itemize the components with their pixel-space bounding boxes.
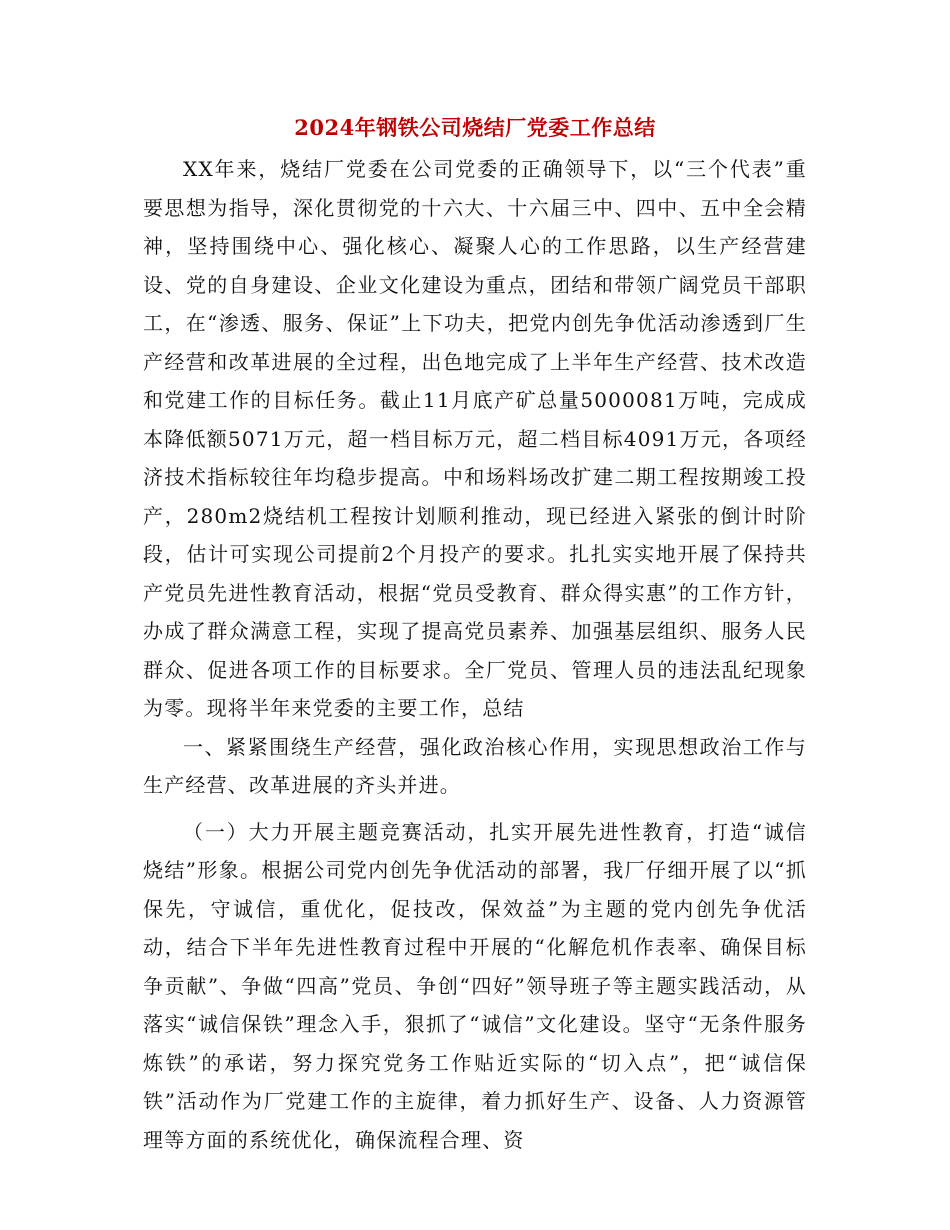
document-body	[143, 150, 807, 1159]
paragraph-intro: XX年来，烧结厂党委在公司党委的正确领导下，以“三个代表”重要思想为指导，深化贯彻党的十六大、十六届三中、四中、五中全会精神，坚持围绕中心、强化核心、凝聚人心的工作思路，以生产经营建设、党的自身建设、企业文化建设为重点，团结和带领广阔党员干部职工，在“渗透、服务、保证”上下功夫，把党内创先争优活动渗透到厂生产经营和改革进展的全过程，出色地完成了上半年生产经营、技术改造和党建工作的目标任务。截止11月底产矿总量5000081万吨，完成成本降低额5071万元，超一档目标万元，超二档目标4091万元，各项经济技术指标较往年均稳步提高。中和场料场改扩建二期工程按期竣工投产，280m2烧结机工程按计划顺利推动，现已经进入紧张的倒计时阶段，估计可实现公司提前2个月投产的要求。扎扎实实地开展了保持共产党员先进性教育活动，根据“党员受教育、群众得实惠”的工作方针，办成了群众满意工程，实现了提高党员素养、加强基层组织、服务人民群众、促进各项工作的目标要求。全厂党员、管理人员的违法乱纪现象为零。现将半年来党委的主要工作，总结	[143, 157, 807, 720]
paragraph-subsection-1: （一）大力开展主题竞赛活动，扎实开展先进性教育，打造“诚信烧结”形象。根据公司党内创先争优活动的部署，我厂仔细开展了以“抓保先，守诚信，重优化，促技改，保效益”为主题的党内创先争优活动，结合下半年先进性教育过程中开展的“化解危机作表率、确保目标争贡献”、争做“四高”党员、争创“四好”领导班子等主题实践活动，从落实“诚信保铁”理念入手，狠抓了“诚信”文化建设。坚守“无条件服务炼铁”的承诺，努力探究党务工作贴近实际的“切入点”，把“诚信保铁”活动作为厂党建工作的主旋律，着力抓好生产、设备、人力资源管理等方面的系统优化，确保流程合理、资	[143, 819, 807, 1152]
document-title: 2024年钢铁公司烧结厂党委工作总结	[294, 115, 656, 140]
paragraph-section-1: 一、紧紧围绕生产经营，强化政治核心作用，实现思想政治工作与生产经营、改革进展的齐头并进。	[143, 734, 807, 797]
